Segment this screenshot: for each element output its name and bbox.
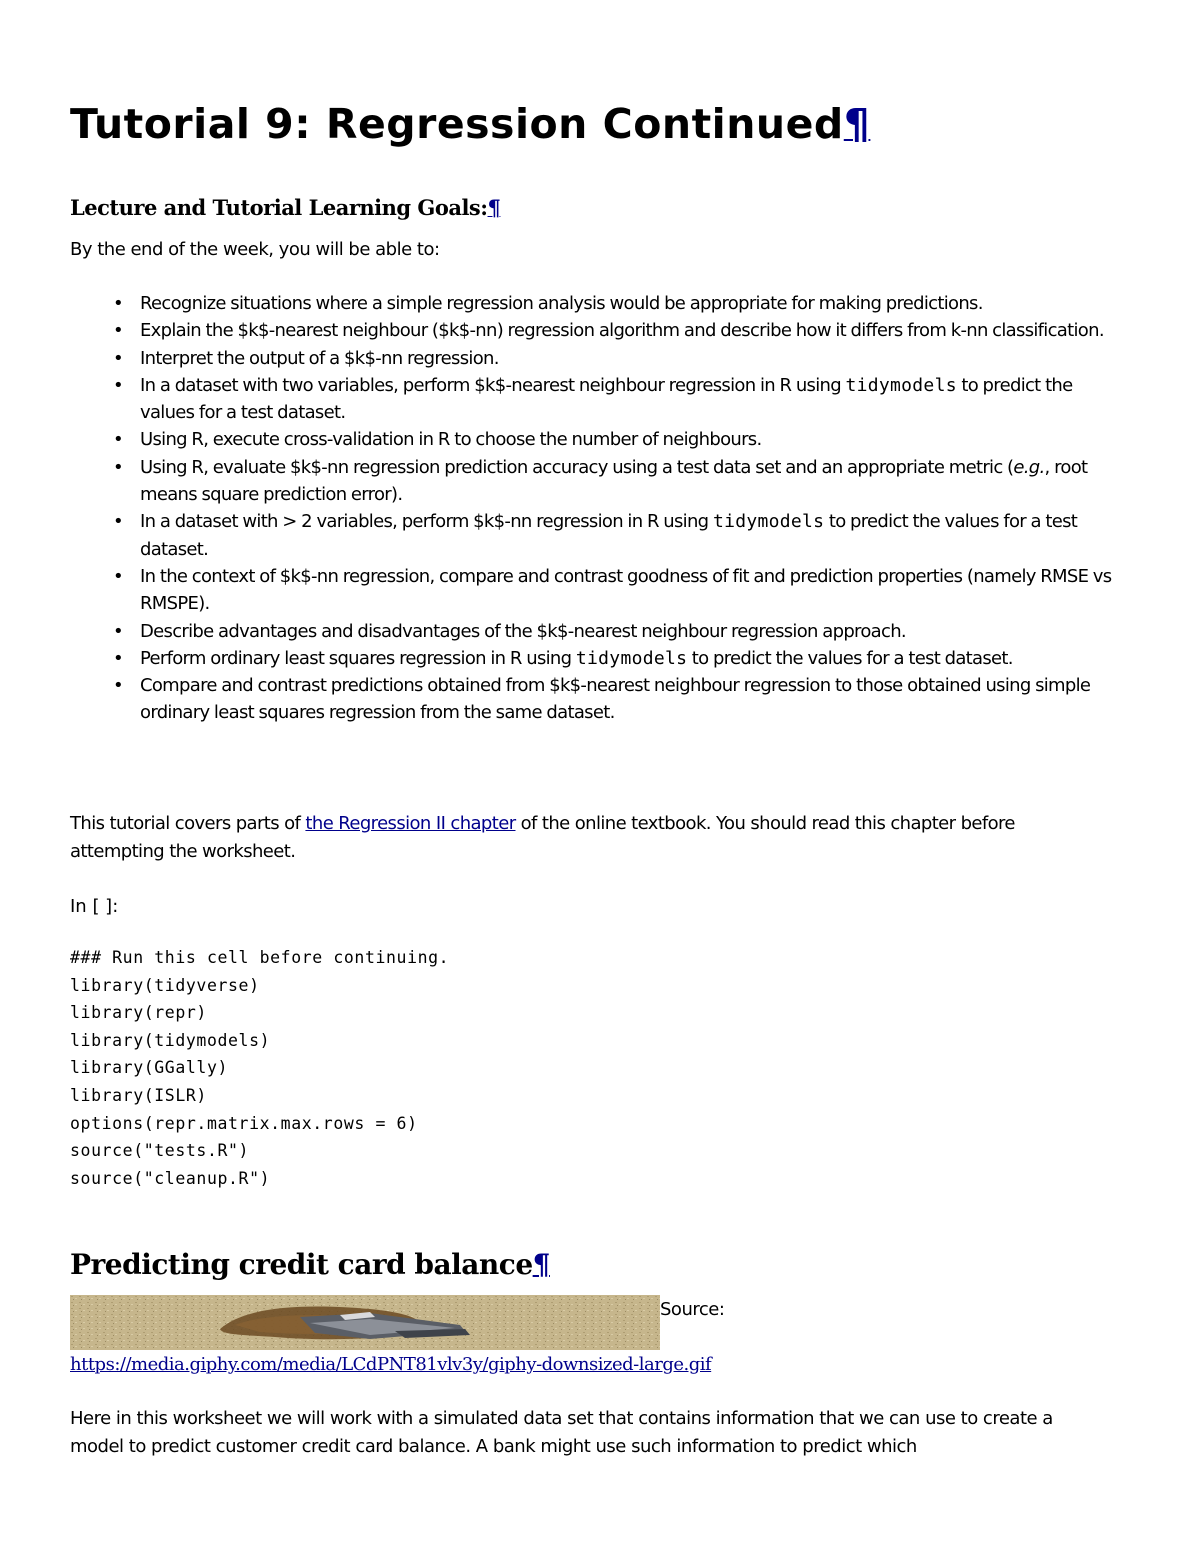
code-line: source("tests.R")	[70, 1141, 250, 1161]
goal-text: Interpret the output of a $k$-nn regression.	[140, 347, 499, 369]
bullet: •	[113, 320, 123, 342]
bullet: •	[113, 620, 123, 642]
goal-text: Explain the $k$-nearest neighbour ($k$-nn) regression algorithm and describe how it differs from k-nn classification.	[140, 320, 1104, 342]
goal-text: In a dataset with > 2 variables, perform $k$-nn regression in R using	[140, 511, 713, 533]
list-item	[70, 508, 1130, 563]
goal-text: to predict the values for a test dataset.	[687, 647, 1013, 669]
page-title-text: Tutorial 9: Regression Continued	[70, 100, 844, 148]
image-source-link[interactable]: https://media.giphy.com/media/LCdPNT81vlv3y/giphy-downsized-large.gif	[70, 1354, 712, 1375]
image-source-label: Source:	[660, 1299, 725, 1320]
goal-text: to predict the values for a test dataset.	[140, 511, 1078, 560]
cell-input-prompt: In [ ]:	[70, 896, 119, 917]
learning-goals-list	[70, 290, 1130, 727]
code-line: library(repr)	[70, 1003, 207, 1023]
list-item	[70, 345, 1130, 372]
bullet: •	[113, 647, 123, 669]
learning-goals-anchor-link[interactable]: ¶	[487, 195, 501, 220]
list-item	[70, 672, 1130, 727]
code-line: library(tidyverse)	[70, 975, 260, 995]
bullet: •	[113, 429, 123, 451]
textbook-reference-before: This tutorial covers parts of	[70, 813, 306, 834]
list-item	[70, 290, 1130, 317]
goal-text: Using R, execute cross-validation in R to choose the number of neighbours.	[140, 429, 762, 451]
list-item	[70, 645, 1130, 672]
title-anchor-link[interactable]: ¶	[843, 100, 871, 148]
goal-text: , root means square prediction error).	[140, 456, 1088, 506]
inline-code: tidymodels	[845, 374, 957, 396]
code-cell[interactable]	[70, 944, 449, 1192]
worksheet-intro-paragraph: Here in this worksheet we will work with a simulated data set that contains information that we can use to create a model to predict customer credit card balance. A bank might use such information to predict which	[70, 1408, 1053, 1457]
goal-text: to predict the values for a test dataset.	[140, 374, 1073, 424]
bullet: •	[113, 511, 123, 533]
goal-text: In the context of $k$-nn regression, compare and contrast goodness of fit and prediction properties (namely RMSE vs RMSPE).	[140, 565, 1112, 615]
list-item	[70, 372, 1130, 427]
code-line: options(repr.matrix.max.rows = 6)	[70, 1113, 418, 1133]
image-source-paragraph	[70, 1351, 711, 1379]
bullet: •	[113, 374, 123, 396]
goal-text: Recognize situations where a simple regression analysis would be appropriate for making predictions.	[140, 293, 983, 314]
regression-chapter-link[interactable]: the Regression II chapter	[305, 813, 516, 834]
list-item	[70, 317, 1130, 344]
code-line: library(ISLR)	[70, 1085, 207, 1105]
list-item	[70, 618, 1130, 645]
textbook-reference-paragraph	[70, 810, 1080, 865]
code-line: library(GGally)	[70, 1058, 229, 1078]
learning-goals-intro: By the end of the week, you will be able to:	[70, 239, 440, 260]
credit-card-gif-image	[70, 1295, 660, 1350]
bullet: •	[113, 565, 123, 587]
goal-text: Using R, evaluate $k$-nn regression prediction accuracy using a test data set and an appropriate metric (	[140, 456, 1014, 478]
goal-text: Compare and contrast predictions obtained from $k$-nearest neighbour regression to those obtained using simple ordinary least squares regression from the same dataset.	[140, 675, 1091, 724]
goal-text: Describe advantages and disadvantages of the $k$-nearest neighbour regression approach.	[140, 620, 906, 642]
inline-code: tidymodels	[575, 647, 688, 669]
list-item	[70, 426, 1130, 453]
code-line: ### Run this cell before continuing.	[70, 948, 450, 967]
section-heading	[70, 1245, 550, 1285]
learning-goals-heading-text: Lecture and Tutorial Learning Goals:	[70, 195, 488, 220]
bullet: •	[113, 347, 123, 369]
bullet: •	[113, 456, 123, 478]
code-line: source("cleanup.R")	[70, 1168, 271, 1188]
list-item	[70, 563, 1130, 618]
list-item	[70, 454, 1130, 509]
section-heading-text: Predicting credit card balance	[70, 1248, 533, 1281]
goal-text: Perform ordinary least squares regression in R using	[140, 647, 576, 669]
code-line: library(tidymodels)	[70, 1030, 271, 1050]
inline-code: tidymodels	[712, 511, 825, 533]
section-anchor-link[interactable]: ¶	[532, 1248, 550, 1281]
learning-goals-heading	[70, 194, 500, 222]
bullet: •	[113, 293, 123, 314]
bullet: •	[113, 675, 123, 697]
textbook-reference-after: of the online textbook. You should read this chapter before attempting the worksheet.	[70, 813, 1015, 862]
goal-text: In a dataset with two variables, perform $k$-nearest neighbour regression in R using	[140, 374, 846, 396]
page-title	[70, 96, 870, 152]
goal-emphasis: e.g.	[1013, 456, 1045, 478]
